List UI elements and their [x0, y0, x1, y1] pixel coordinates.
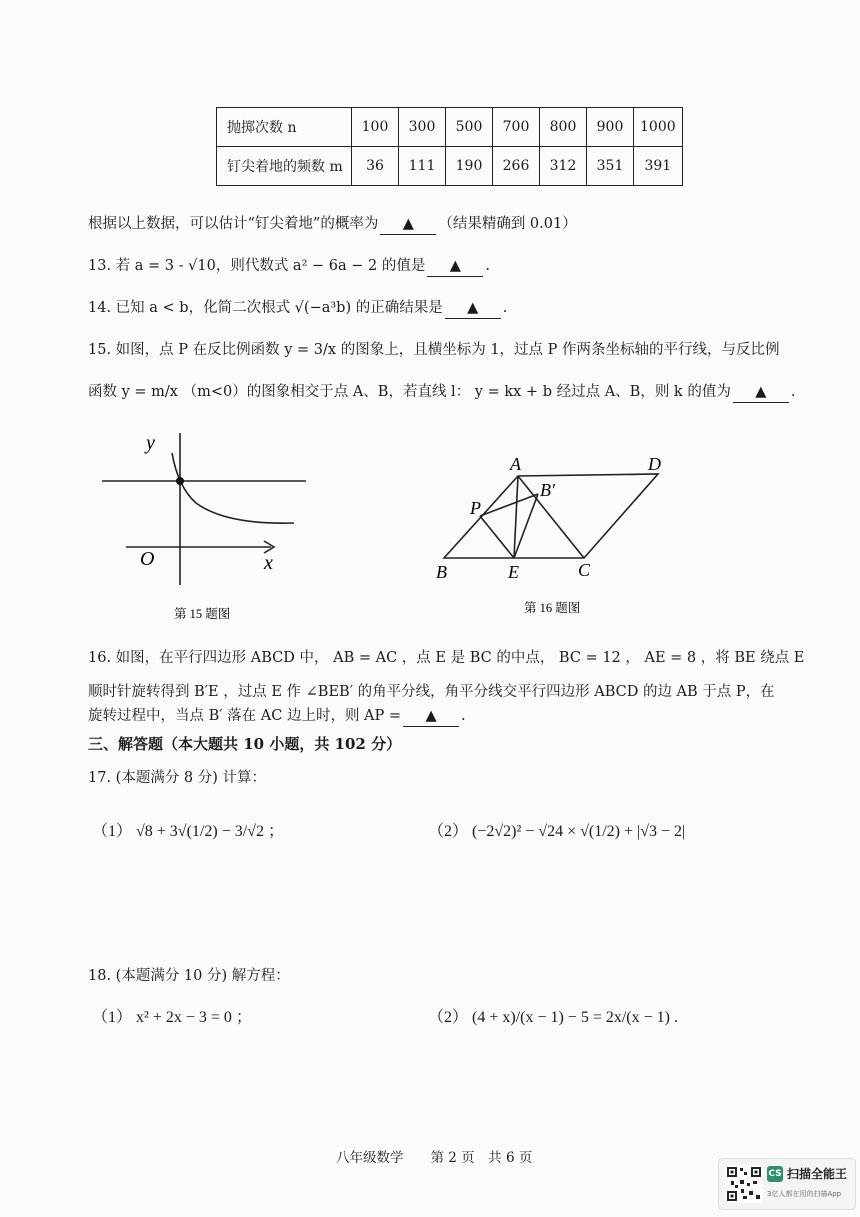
table-row	[217, 147, 683, 186]
scanner-brand: 扫描全能王	[787, 1167, 848, 1181]
figure-16-caption: 第 16 题图	[524, 601, 581, 615]
table-cell: 1000	[634, 108, 683, 147]
scanner-watermark	[718, 1158, 856, 1210]
answer-blank: ▲	[733, 382, 789, 403]
qr-code-icon	[725, 1165, 763, 1203]
question-15-line-2: 函数 y = m/x （m<0）的图象相交于点 A、B，若直线 l： y = kx + b 经过点 A、B，则 k 的值为 ▲ .	[88, 382, 795, 403]
table-cell: 500	[446, 108, 493, 147]
segment-pb-prime	[480, 494, 538, 516]
table-cell: 700	[493, 108, 540, 147]
table-cell: 100	[352, 108, 399, 147]
question-14: 14. 已知 a < b，化简二次根式 √(−a³b) 的正确结果是 ▲ .	[88, 298, 507, 319]
figure-15	[96, 425, 316, 635]
answer-blank: ▲	[445, 298, 501, 319]
table-cell: 800	[540, 108, 587, 147]
question-13-stem: 13. 若 a = 3 - √10，则代数式 a² − 6a − 2 的值是	[88, 258, 426, 274]
answer-blank: ▲	[403, 706, 459, 727]
page-footer: 八年级数学 第 2 页 共 6 页	[336, 1150, 533, 1166]
label-a: A	[510, 454, 521, 474]
hyperbola-curve	[172, 453, 294, 523]
question-14-stem: 14. 已知 a < b，化简二次根式 √(−a³b) 的正确结果是	[88, 300, 443, 316]
segment-eb-prime	[514, 494, 538, 558]
question-16-line-2: 顺时针旋转得到 B′E ，过点 E 作 ∠BEB′ 的角平分线，角平分线交平行四边形 ABCD 的边 AB 于点 P，在	[88, 684, 775, 700]
table-cell: 351	[587, 147, 634, 186]
question-16-line-1: 16. 如图，在平行四边形 ABCD 中， AB = AC ，点 E 是 BC 的中点， BC = 12 ， AE = 8 ，将 BE 绕点 E	[88, 650, 805, 666]
question-18-part-1: （1） x² + 2x − 3 = 0 ；	[92, 1009, 252, 1026]
table-cell: 266	[493, 147, 540, 186]
scanner-badge-icon: CS	[767, 1166, 783, 1182]
table-cell: 312	[540, 147, 587, 186]
question-15-stem: 函数 y = m/x （m<0）的图象相交于点 A、B，若直线 l： y = kx + b 经过点 A、B，则 k 的值为	[88, 384, 731, 400]
question-13: 13. 若 a = 3 - √10，则代数式 a² − 6a − 2 的值是 ▲ .	[88, 256, 490, 277]
label-e: E	[508, 562, 519, 582]
segment-pe	[480, 516, 514, 558]
scanner-tagline: 3亿人都在用的扫描App	[767, 1190, 842, 1198]
table-cell: 111	[399, 147, 446, 186]
frequency-table-wrap	[216, 107, 683, 186]
label-b: B	[436, 562, 447, 582]
label-c: C	[578, 560, 591, 580]
x-axis-label: x	[264, 552, 273, 574]
table-cell: 391	[634, 147, 683, 186]
label-b-prime: B′	[540, 480, 555, 500]
table-cell: 190	[446, 147, 493, 186]
question-18-title: 18. (本题满分 10 分) 解方程：	[88, 968, 290, 984]
question-16-stem: 旋转过程中，当点 B′ 落在 AC 边上时，则 AP =	[88, 708, 402, 724]
question-17-part-2: （2） (−2√2)² − √24 × √(1/2) + |√3 − 2|	[428, 823, 686, 840]
segment-ae	[514, 476, 518, 558]
question-12-text	[88, 214, 577, 235]
table-row	[217, 108, 683, 147]
section-3-heading: 三、解答题（本大题共 10 小题，共 102 分）	[88, 735, 402, 753]
question-17-title: 17. (本题满分 8 分) 计算：	[88, 770, 267, 786]
table-cell: 36	[352, 147, 399, 186]
table-cell: 300	[399, 108, 446, 147]
question-16-line-3: 旋转过程中，当点 B′ 落在 AC 边上时，则 AP = ▲ .	[88, 706, 466, 727]
answer-blank: ▲	[427, 256, 483, 277]
label-d: D	[648, 454, 661, 474]
question-15-line-1: 15. 如图，点 P 在反比例函数 y = 3/x 的图象上，且横坐标为 1，过点 P 作两条坐标轴的平行线，与反比例	[88, 342, 780, 358]
figure-16	[428, 450, 678, 620]
answer-blank: ▲	[380, 214, 436, 235]
frequency-table	[216, 107, 683, 186]
question-18-part-2: （2） (4 + x)/(x − 1) − 5 = 2x/(x − 1) .	[428, 1009, 678, 1026]
question-12-note: （结果精确到 0.01）	[438, 216, 577, 232]
figure-15-caption: 第 15 题图	[174, 607, 231, 621]
table-header-cell: 抛掷次数 n	[217, 108, 352, 147]
origin-label: O	[140, 548, 155, 570]
y-axis-label: y	[146, 432, 155, 454]
question-12-stem: 根据以上数据，可以估计“钉尖着地”的概率为	[88, 216, 379, 232]
point-p	[176, 477, 184, 485]
question-17-part-1: （1） √8 + 3√(1/2) − 3/√2 ；	[92, 823, 284, 840]
table-header-cell: 钉尖着地的频数 m	[217, 147, 352, 186]
label-p: P	[470, 498, 481, 518]
table-cell: 900	[587, 108, 634, 147]
